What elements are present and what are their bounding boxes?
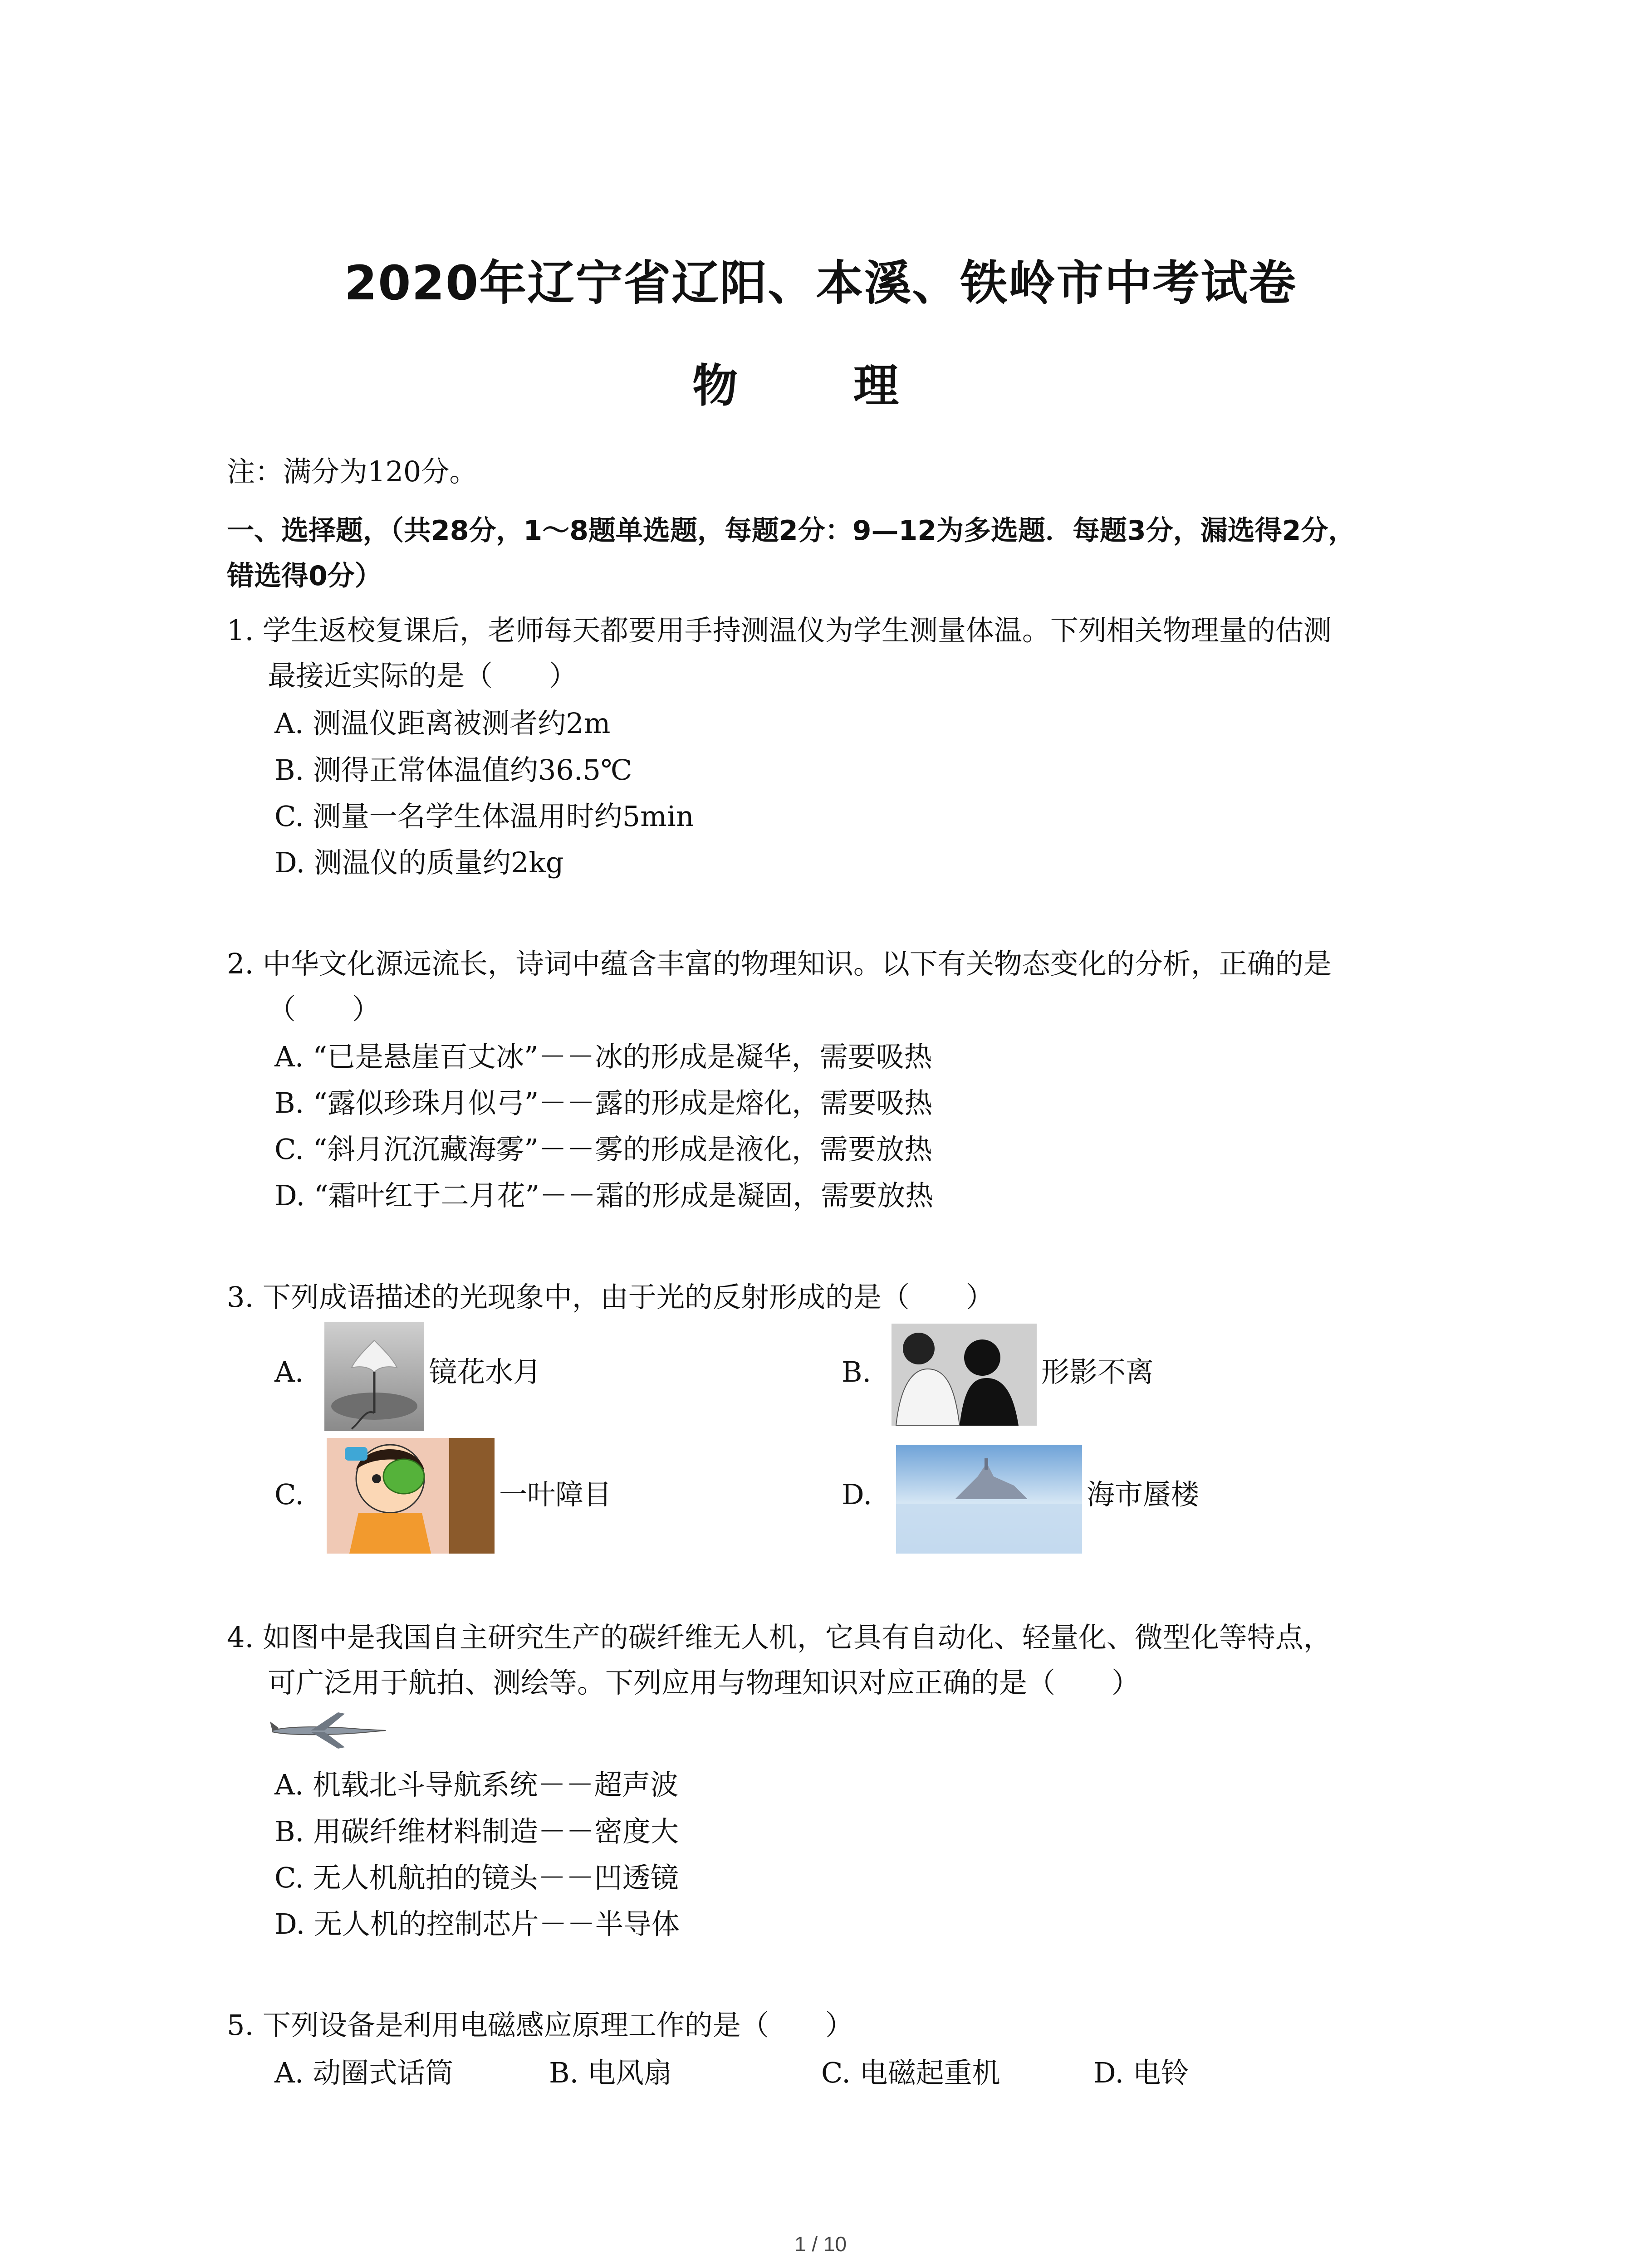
section-heading-cont: 错选得0分） xyxy=(227,560,382,592)
question-4: 4. 如图中是我国自主研究生产的碳纤维无人机，它具有自动化、轻量化、微型化等特点， xyxy=(227,1621,1332,1654)
q5-option-d[interactable]: D. 电铃 xyxy=(1093,2056,1189,2089)
mirage-image xyxy=(896,1445,1082,1554)
section-heading: 一、选择题，（共28分，1～8题单选题，每题2分：9—12为多选题．每题3分，漏选得2分， xyxy=(227,515,1356,547)
question-4-cont: 可广泛用于航拍、测绘等。下列应用与物理知识对应正确的是（ ） xyxy=(268,1666,1140,1699)
question-2: 2. 中华文化源远流长，诗词中蕴含丰富的物理知识。以下有关物态变化的分析，正确的是 xyxy=(227,947,1332,980)
subject-title: 物 理 xyxy=(692,359,949,412)
page-title: 2020年辽宁省辽阳、本溪、铁岭市中考试卷 xyxy=(344,255,1297,311)
q3-option-b-letter[interactable]: B. xyxy=(842,1355,872,1388)
question-5: 5. 下列设备是利用电磁感应原理工作的是（ ） xyxy=(227,2009,853,2042)
drone-image xyxy=(270,1710,388,1751)
question-1-cont: 最接近实际的是（ ） xyxy=(268,659,578,692)
q2-option-b[interactable]: B. “露似珍珠月似弓”－－露的形成是熔化，需要吸热 xyxy=(274,1086,933,1119)
q1-option-c[interactable]: C. 测量一名学生体温用时约5min xyxy=(274,800,694,833)
q4-option-c[interactable]: C. 无人机航拍的镜头－－凹透镜 xyxy=(274,1861,679,1894)
question-2-cont: （ ） xyxy=(268,992,381,1026)
lotus-reflection-image xyxy=(324,1322,424,1431)
shadow-image xyxy=(892,1324,1037,1426)
leaf-eye-image xyxy=(327,1438,495,1554)
q5-option-c[interactable]: C. 电磁起重机 xyxy=(821,2056,1000,2089)
q3-option-d-letter[interactable]: D. xyxy=(842,1478,872,1511)
q1-option-a[interactable]: A. 测温仪距离被测者约2m xyxy=(274,707,611,740)
page-number: 1 / 10 xyxy=(794,2232,847,2256)
q3-option-b-text[interactable]: 形影不离 xyxy=(1041,1355,1154,1388)
q3-option-a-text[interactable]: 镜花水月 xyxy=(429,1355,542,1388)
q1-option-b[interactable]: B. 测得正常体温值约36.5℃ xyxy=(274,753,632,787)
q5-option-a[interactable]: A. 动圈式话筒 xyxy=(274,2056,454,2089)
q4-option-d[interactable]: D. 无人机的控制芯片－－半导体 xyxy=(274,1907,680,1941)
q2-option-d[interactable]: D. “霜叶红于二月花”－－霜的形成是凝固，需要放热 xyxy=(274,1179,934,1212)
q2-option-a[interactable]: A. “已是悬崖百丈冰”－－冰的形成是凝华，需要吸热 xyxy=(274,1040,932,1073)
q3-option-c-letter[interactable]: C. xyxy=(274,1478,304,1511)
q3-option-a-letter[interactable]: A. xyxy=(274,1355,304,1388)
q3-option-d-text[interactable]: 海市蜃楼 xyxy=(1087,1478,1200,1511)
question-1: 1. 学生返校复课后，老师每天都要用手持测温仪为学生测量体温。下列相关物理量的估测 xyxy=(227,614,1332,647)
q1-option-d[interactable]: D. 测温仪的质量约2kg xyxy=(274,846,564,879)
q4-option-a[interactable]: A. 机载北斗导航系统－－超声波 xyxy=(274,1768,679,1801)
question-3: 3. 下列成语描述的光现象中，由于光的反射形成的是（ ） xyxy=(227,1281,994,1314)
q4-option-b[interactable]: B. 用碳纤维材料制造－－密度大 xyxy=(274,1815,679,1848)
q3-option-c-text[interactable]: 一叶障目 xyxy=(499,1478,612,1511)
score-note: 注：满分为120分。 xyxy=(227,455,478,488)
q2-option-c[interactable]: C. “斜月沉沉藏海雾”－－雾的形成是液化，需要放热 xyxy=(274,1133,933,1166)
q5-option-b[interactable]: B. 电风扇 xyxy=(549,2056,672,2089)
